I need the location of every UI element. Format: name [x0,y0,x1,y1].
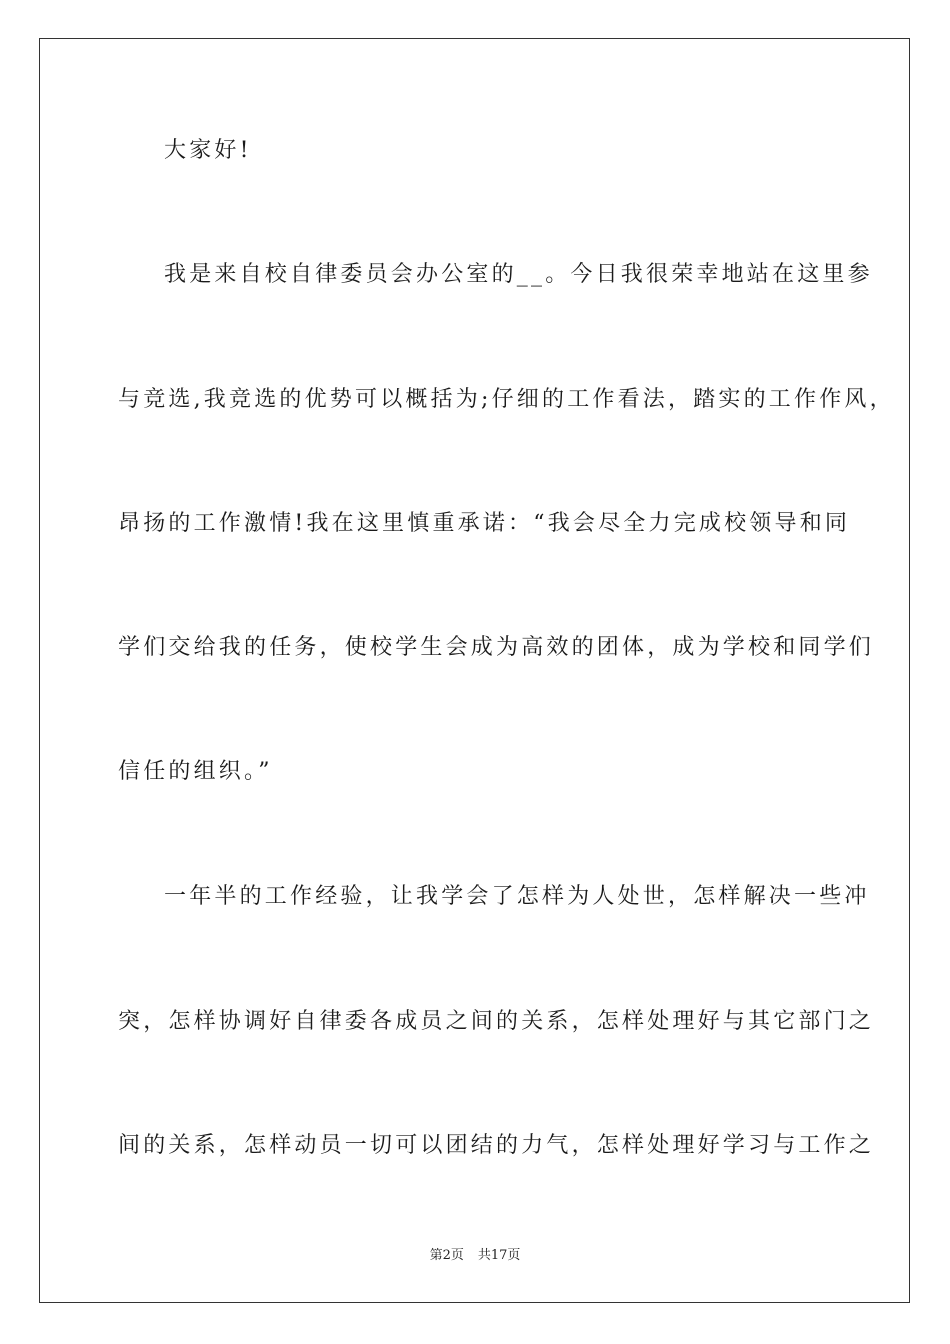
paragraph-1-line-3: 昂扬的工作激情!我在这里慎重承诺：“我会尽全力完成校领导和同 [118,511,851,536]
page-number: 第2页 [429,1248,464,1263]
paragraph-1-line-5: 信任的组织。” [118,759,273,784]
paragraph-1-line-2: 与竞选,我竞选的优势可以概括为;仔细的工作看法，踏实的工作作风， [118,387,895,412]
paragraph-1-line-1: 我是来自校自律委员会办公室的__。今日我很荣幸地站在这里参 [164,262,873,287]
paragraph-2-line-2: 突，怎样协调好自律委各成员之间的关系，怎样处理好与其它部门之 [118,1009,875,1034]
paragraph-2-line-1: 一年半的工作经验，让我学会了怎样为人处世，怎样解决一些冲 [164,884,870,909]
page-total: 共17页 [477,1248,521,1263]
paragraph-1-line-4: 学们交给我的任务，使校学生会成为高效的团体，成为学校和同学们 [118,635,875,660]
page-border [39,38,910,1303]
paragraph-2-line-3: 间的关系，怎样动员一切可以团结的力气，怎样处理好学习与工作之 [118,1133,875,1158]
greeting-line: 大家好! [164,138,252,163]
page-footer [0,1247,950,1265]
